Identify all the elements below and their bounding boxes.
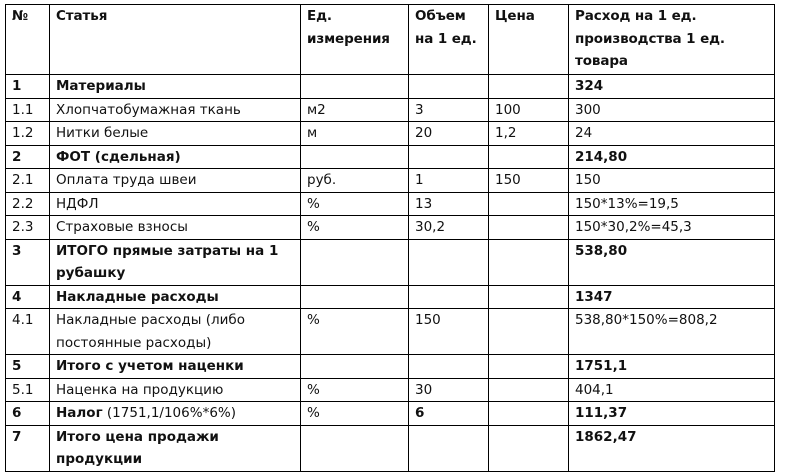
cell-cost: 404,1 [569, 378, 775, 402]
cell-item-label: Налог [56, 405, 103, 421]
cell-price: 1,2 [489, 122, 569, 146]
header-row [6, 5, 775, 75]
cell-volume: 1 [409, 169, 489, 193]
cell-unit: м2 [301, 98, 409, 122]
cell-num: 1 [6, 75, 50, 99]
cell-num: 7 [6, 425, 50, 471]
cell-cost: 214,80 [569, 145, 775, 169]
table-row [6, 169, 775, 193]
cell-item: Страховые взносы [50, 216, 301, 240]
cell-item: ФОТ (сдельная) [50, 145, 301, 169]
cost-table-container [5, 4, 775, 472]
cell-volume: 20 [409, 122, 489, 146]
table-row [6, 239, 775, 285]
cell-price: 100 [489, 98, 569, 122]
cell-unit [301, 239, 409, 285]
cell-cost: 24 [569, 122, 775, 146]
header-unit: Ед. измерения [301, 5, 409, 75]
cell-item [50, 402, 301, 426]
cell-cost: 150 [569, 169, 775, 193]
cell-volume [409, 239, 489, 285]
cell-volume: 13 [409, 192, 489, 216]
table-row [6, 309, 775, 355]
table-row [6, 425, 775, 471]
table-row [6, 98, 775, 122]
cell-unit [301, 285, 409, 309]
table-row [6, 216, 775, 240]
cost-calculation-table [5, 4, 775, 472]
cell-price [489, 192, 569, 216]
cell-price [489, 309, 569, 355]
cell-cost: 1751,1 [569, 355, 775, 379]
table-row [6, 378, 775, 402]
cell-num: 4 [6, 285, 50, 309]
cell-num: 4.1 [6, 309, 50, 355]
cell-price [489, 355, 569, 379]
cell-num: 2.1 [6, 169, 50, 193]
cell-item: Итого цена продажи продукции [50, 425, 301, 471]
cell-price [489, 378, 569, 402]
cell-num: 1.1 [6, 98, 50, 122]
cell-item: Итого с учетом наценки [50, 355, 301, 379]
cell-item: Наценка на продукцию [50, 378, 301, 402]
table-row [6, 192, 775, 216]
cell-price [489, 75, 569, 99]
cell-price [489, 285, 569, 309]
cell-price [489, 402, 569, 426]
cell-unit: % [301, 378, 409, 402]
cell-volume: 150 [409, 309, 489, 355]
cell-volume: 30 [409, 378, 489, 402]
cell-item: Накладные расходы [50, 285, 301, 309]
cell-item: Хлопчатобумажная ткань [50, 98, 301, 122]
cell-item: Накладные расходы (либо постоянные расходы) [50, 309, 301, 355]
table-row [6, 402, 775, 426]
table-row [6, 145, 775, 169]
cell-price [489, 216, 569, 240]
cell-cost: 324 [569, 75, 775, 99]
cell-volume [409, 75, 489, 99]
header-num: № [6, 5, 50, 75]
table-row [6, 355, 775, 379]
cell-unit [301, 355, 409, 379]
cell-volume: 6 [409, 402, 489, 426]
table-row [6, 285, 775, 309]
table-row [6, 75, 775, 99]
cell-unit: % [301, 309, 409, 355]
cell-volume: 3 [409, 98, 489, 122]
cell-item: НДФЛ [50, 192, 301, 216]
cell-unit [301, 145, 409, 169]
header-item: Статья [50, 5, 301, 75]
table-row [6, 122, 775, 146]
cell-unit: м [301, 122, 409, 146]
cell-num: 2 [6, 145, 50, 169]
cell-item: ИТОГО прямые затраты на 1 рубашку [50, 239, 301, 285]
cell-price [489, 239, 569, 285]
cell-cost: 1347 [569, 285, 775, 309]
cell-item: Материалы [50, 75, 301, 99]
cell-num: 2.3 [6, 216, 50, 240]
cell-item: Оплата труда швеи [50, 169, 301, 193]
cell-num: 5.1 [6, 378, 50, 402]
header-cost: Расход на 1 ед. производства 1 ед. товара [569, 5, 775, 75]
cell-price: 150 [489, 169, 569, 193]
cell-volume [409, 285, 489, 309]
cell-volume: 30,2 [409, 216, 489, 240]
cell-num: 1.2 [6, 122, 50, 146]
cell-item: Нитки белые [50, 122, 301, 146]
cell-volume [409, 425, 489, 471]
cell-num: 5 [6, 355, 50, 379]
cell-price [489, 425, 569, 471]
cell-unit: руб. [301, 169, 409, 193]
cell-volume [409, 355, 489, 379]
cell-unit: % [301, 192, 409, 216]
header-volume: Объем на 1 ед. [409, 5, 489, 75]
cell-price [489, 145, 569, 169]
cell-unit: % [301, 402, 409, 426]
cell-unit [301, 75, 409, 99]
cell-item-formula: (1751,1/106%*6%) [102, 405, 236, 421]
cell-cost: 1862,47 [569, 425, 775, 471]
cell-unit [301, 425, 409, 471]
cell-num: 6 [6, 402, 50, 426]
cell-num: 2.2 [6, 192, 50, 216]
cell-cost: 150*13%=19,5 [569, 192, 775, 216]
cell-volume [409, 145, 489, 169]
cell-cost: 538,80 [569, 239, 775, 285]
cell-cost: 300 [569, 98, 775, 122]
cell-unit: % [301, 216, 409, 240]
cell-cost: 150*30,2%=45,3 [569, 216, 775, 240]
cell-cost: 111,37 [569, 402, 775, 426]
header-price: Цена [489, 5, 569, 75]
cell-num: 3 [6, 239, 50, 285]
cell-cost: 538,80*150%=808,2 [569, 309, 775, 355]
